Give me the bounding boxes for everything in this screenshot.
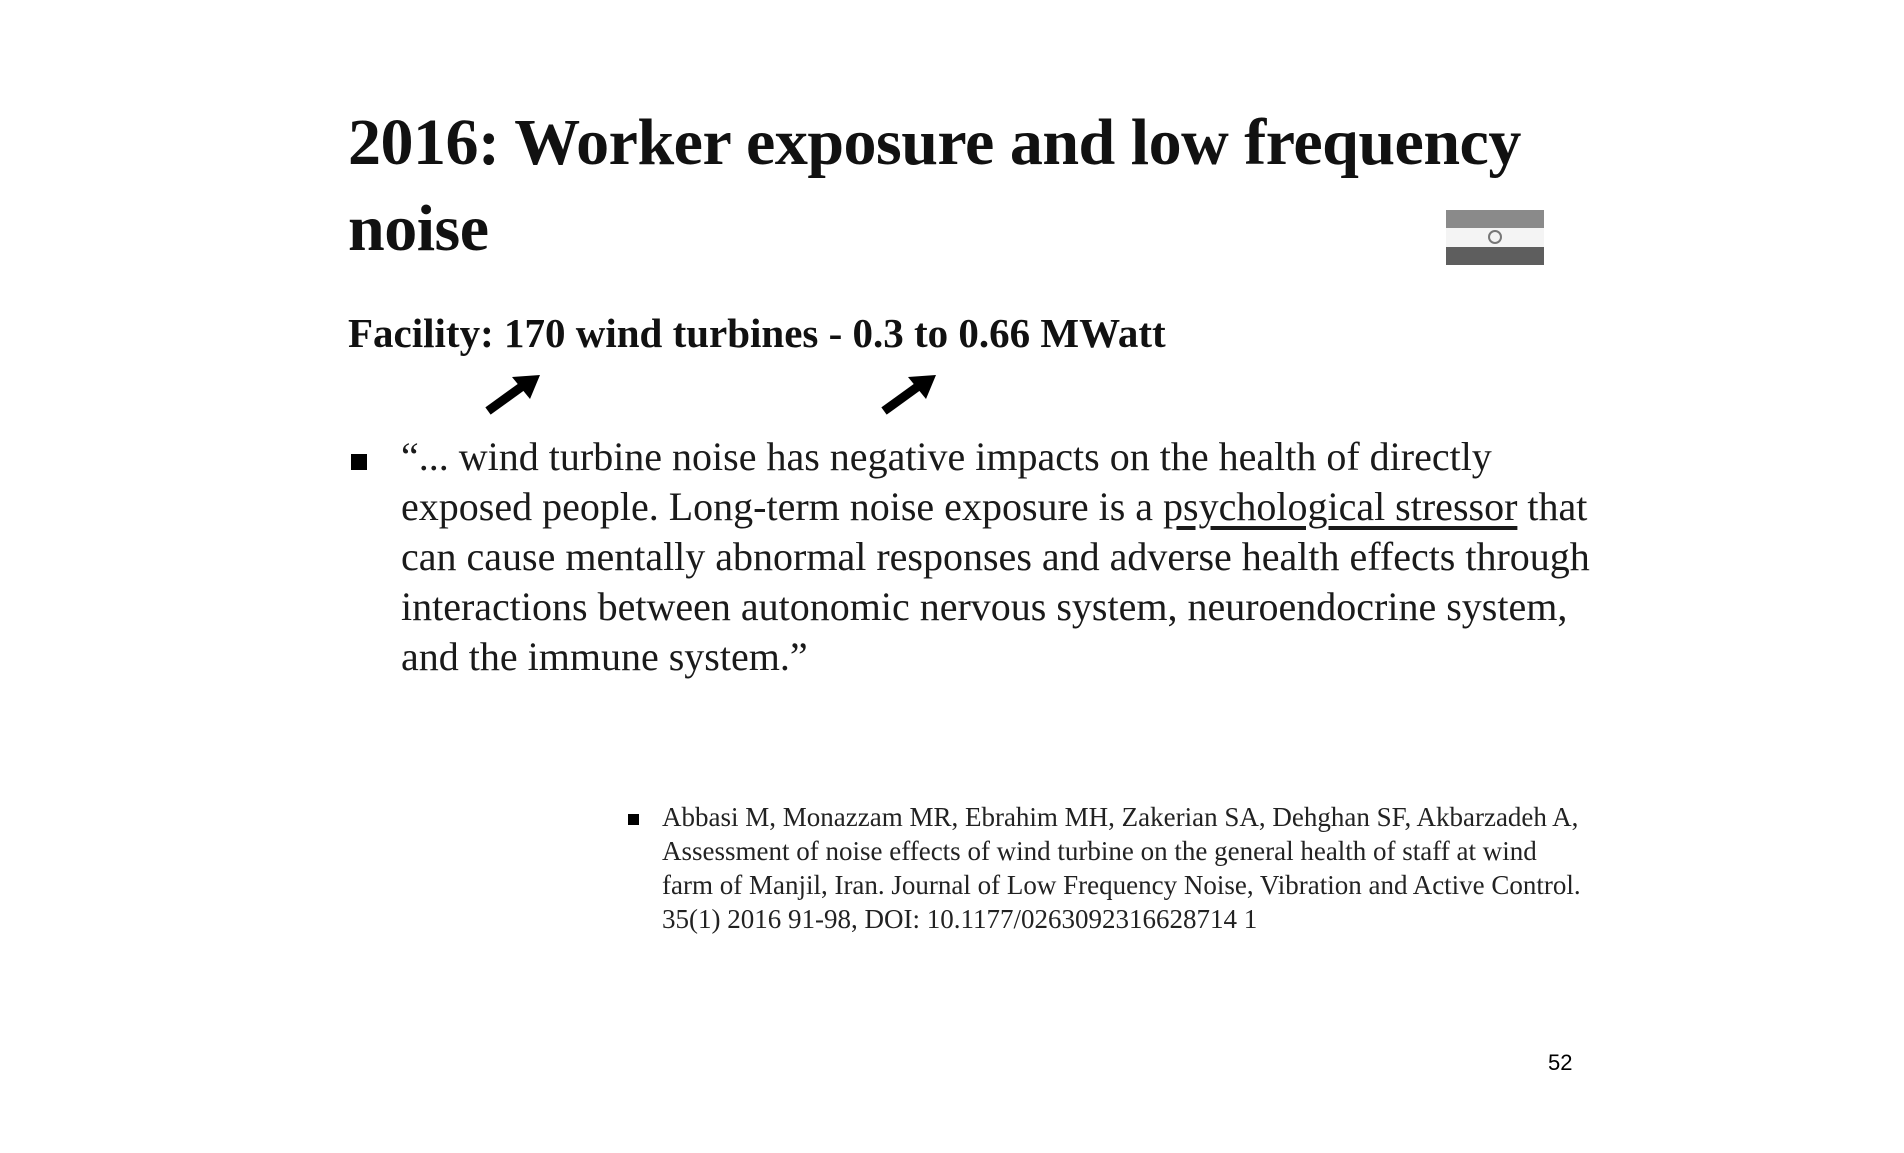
quote-underlined: psychological stressor [1163, 484, 1518, 529]
page-number: 52 [1548, 1050, 1573, 1075]
reference-citation: Abbasi M, Monazzam MR, Ebrahim MH, Zakerian SA, Dehghan SF, Akbarzadeh A, Assessment of noise effects of wind turbine on the general health of staff at wind farm of Manjil, Iran. Journal of Low Frequency Noise, Vibration and Active Control. 35(1) 2016 91-98, DOI: 10.1177/0263092316628714 1 [662, 802, 1581, 934]
bullet-square-icon [628, 814, 639, 825]
flag-band-bottom [1446, 247, 1544, 265]
facility-heading: Facility: 170 wind turbines - 0.3 to 0.66 MWatt [348, 310, 1166, 356]
bullet-square-icon [351, 454, 367, 470]
flag-emblem-icon [1488, 230, 1502, 244]
arrow-icon [880, 371, 940, 415]
flag-band-middle [1446, 228, 1544, 246]
slide-title: 2016: Worker exposure and low frequency noise [348, 106, 1521, 265]
arrow-icon [484, 371, 544, 415]
quote-text [401, 432, 1591, 682]
quote-after: that can cause mentally abnormal responses and adverse health effects through interactions between autonomic nervous system, neuroendocrine system, and the immune system.” [401, 484, 1590, 679]
quote-before: “... wind turbine noise has negative impacts on the health of directly exposed people. Long-term noise exposure is a [401, 434, 1492, 529]
iran-flag-icon [1446, 210, 1544, 265]
flag-band-top [1446, 210, 1544, 228]
